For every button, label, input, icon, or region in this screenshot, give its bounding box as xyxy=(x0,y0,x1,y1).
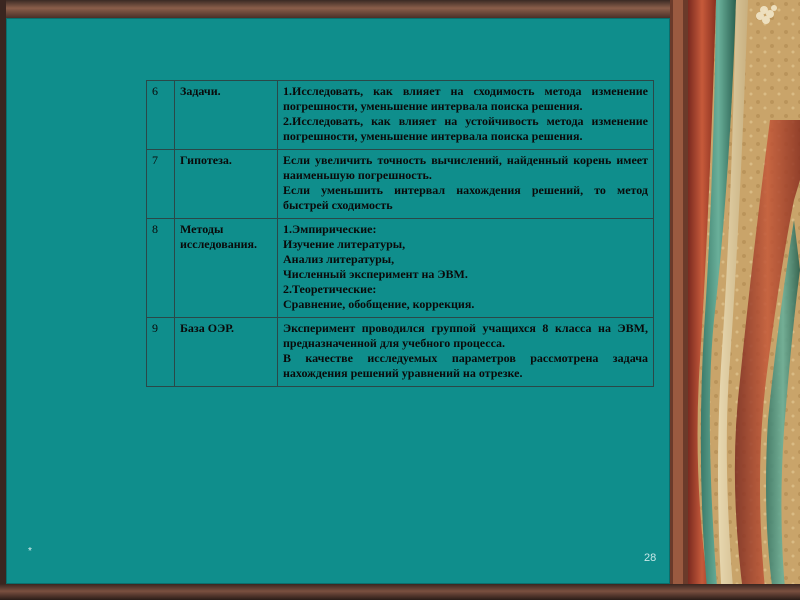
row-number: 8 xyxy=(147,219,175,318)
row-description xyxy=(278,318,654,387)
row-number: 6 xyxy=(147,81,175,150)
description-line: 1.Исследовать, как влияет на сходимость метода изменение погрешности, уменьшение интервала поиска решения. xyxy=(283,84,648,113)
row-number: 7 xyxy=(147,150,175,219)
row-topic: База ОЭР. xyxy=(175,318,278,387)
description-line: 2.Исследовать, как влияет на устойчивость метода изменение погрешности, уменьшение интервала поиска решения. xyxy=(283,114,648,143)
description-line: Если уменьшить интервал нахождения решений, то метод быстрей сходимость xyxy=(283,183,648,212)
footer-date-placeholder: * xyxy=(28,546,32,557)
frame-bottom-border xyxy=(0,584,800,600)
decorative-side-panel xyxy=(670,0,800,600)
description-line: Численный эксперимент на ЭВМ. xyxy=(283,267,468,281)
description-line: Сравнение, обобщение, коррекция. xyxy=(283,297,475,311)
description-line: 1.Эмпирические: xyxy=(283,222,377,236)
description-line: Изучение литературы, xyxy=(283,237,406,251)
table-row xyxy=(147,81,654,150)
research-plan-table xyxy=(146,80,654,387)
description-line: В качестве исследуемых параметров рассмотрена задача нахождения решений уравнений на отрезке. xyxy=(283,351,648,380)
slide-page-number: 28 xyxy=(644,552,657,564)
table-row xyxy=(147,318,654,387)
row-topic: Методы исследования. xyxy=(175,219,278,318)
description-line: Если увеличить точность вычислений, найденный корень имеет наименьшую погрешность. xyxy=(283,153,648,182)
row-number: 9 xyxy=(147,318,175,387)
description-line: 2.Теоретические: xyxy=(283,282,377,296)
row-description xyxy=(278,81,654,150)
row-topic: Гипотеза. xyxy=(175,150,278,219)
row-description xyxy=(278,150,654,219)
description-line: Анализ литературы, xyxy=(283,252,395,266)
description-line: Эксперимент проводился группой учащихся 8 класса на ЭВМ, предназначенной для учебного процесса. xyxy=(283,321,648,350)
row-topic: Задачи. xyxy=(175,81,278,150)
decorative-drapes-image xyxy=(670,0,800,600)
table-row xyxy=(147,219,654,318)
row-description xyxy=(278,219,654,318)
table-row xyxy=(147,150,654,219)
